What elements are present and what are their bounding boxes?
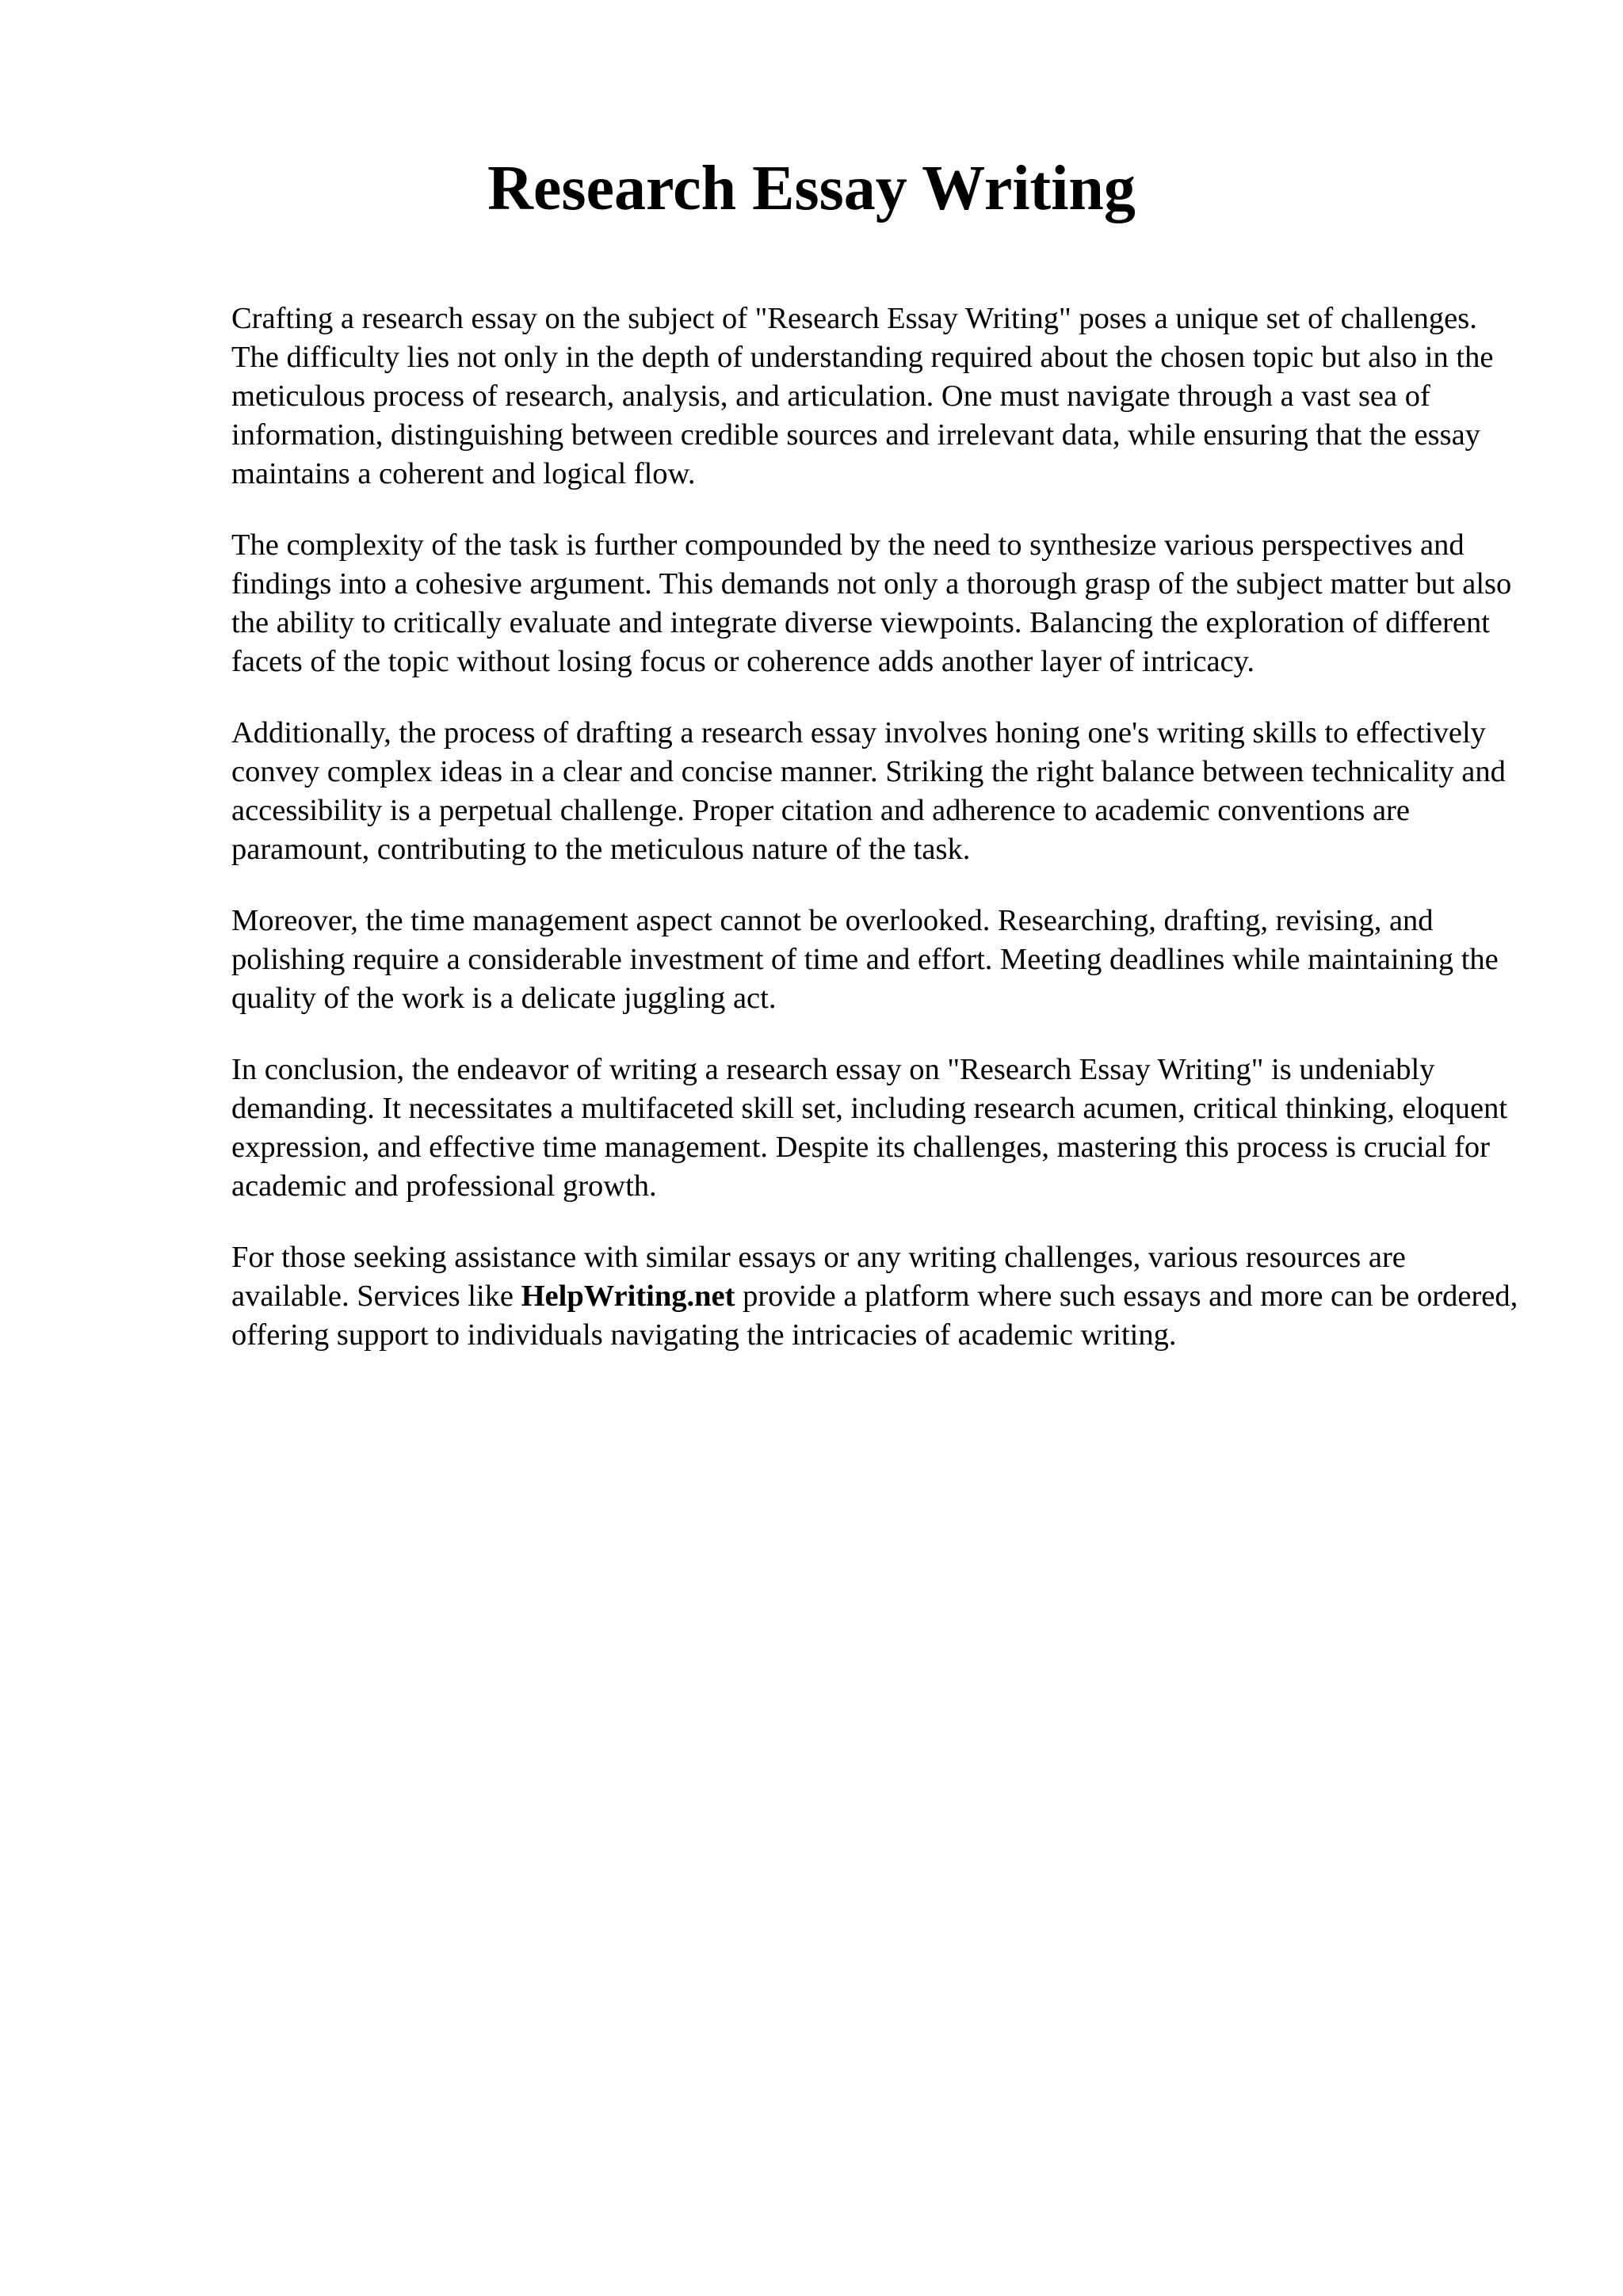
document-body [231,299,1523,1387]
paragraph-3: Additionally, the process of drafting a research essay involves honing one's writing skills to effectively convey complex ideas in a clear and concise manner. Striking the right balance between technicality and accessibility is a perpetual challenge. Proper citation and adherence to academic conventions are paramount, contributing to the meticulous nature of the task. [231,716,1506,866]
document-title: Research Essay Writing [487,154,1136,223]
closing-text-after: provide a platform where such essays and more can be ordered, offering support to individuals navigating the intricacies of academic writing. [231,1280,1518,1352]
paragraph-closing [231,1238,1523,1355]
paragraph-1: Crafting a research essay on the subject of "Research Essay Writing" poses a unique set of challenges. The difficulty lies not only in the depth of understanding required about the chosen topic but also in the meticulous process of research, analysis, and articulation. One must navigate through a vast sea of information, distinguishing between credible sources and irrelevant data, while ensuring that the essay maintains a coherent and logical flow. [231,302,1494,490]
paragraph-4: Moreover, the time management aspect cannot be overlooked. Researching, drafting, revising, and polishing require a considerable investment of time and effort. Meeting deadlines while maintaining the quality of the work is a delicate juggling act. [231,904,1499,1015]
paragraph-2: The complexity of the task is further compounded by the need to synthesize various perspectives and findings into a cohesive argument. This demands not only a thorough grasp of the subject matter but also the ability to critically evaluate and integrate diverse viewpoints. Balancing the exploration of different facets of the topic without losing focus or coherence adds another layer of intricacy. [231,528,1512,678]
closing-text-before: For those seeking assistance with similar essays or any writing challenges, various resources are available. Services like [231,1241,1406,1313]
brand-name: HelpWriting.net [521,1280,735,1313]
paragraph-5: In conclusion, the endeavor of writing a research essay on "Research Essay Writing" is undeniably demanding. It necessitates a multifaceted skill set, including research acumen, critical thinking, eloquent expression, and effective time management. Despite its challenges, mastering this process is crucial for academic and professional growth. [231,1053,1508,1203]
